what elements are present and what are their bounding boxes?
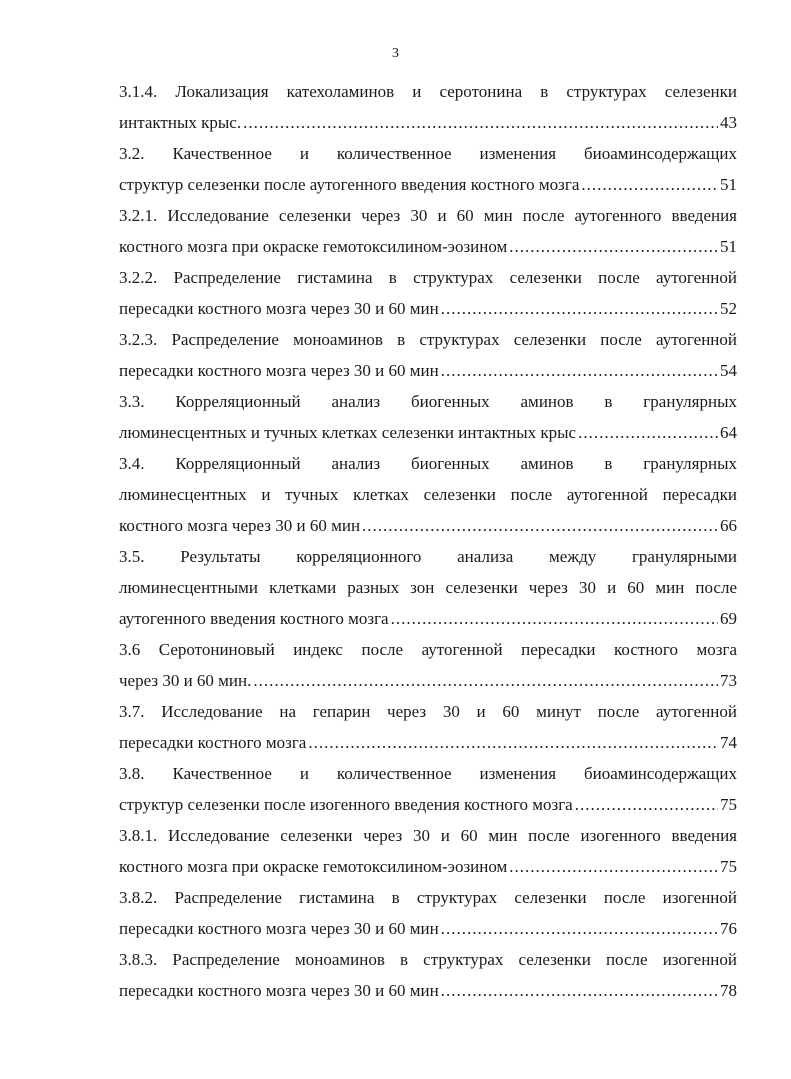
dot-leader (509, 851, 718, 882)
dot-leader (578, 417, 718, 448)
toc-page-number: 73 (720, 671, 737, 690)
toc-entry-text-line: 3.8.2. Распределение гистамина в структурах селезенки после изогенной (119, 888, 737, 907)
toc-entry-last-line (119, 510, 737, 541)
toc-entry-text-line: 3.4. Корреляционный анализ биогенных аминов в гранулярных (119, 454, 737, 473)
toc-entry-title-end: интактных крыс. (119, 113, 242, 132)
toc-entry (119, 448, 737, 541)
toc-page-number: 51 (720, 175, 737, 194)
dot-leader (509, 231, 718, 262)
toc-page-number: 64 (720, 423, 737, 442)
toc-entry-last-line (119, 913, 737, 944)
toc-page-number: 66 (720, 516, 737, 535)
toc-entry-text-line: люминесцентных и тучных клетках селезенки после аутогенной пересадки (119, 485, 737, 504)
toc-entry (119, 200, 737, 262)
toc-page-number: 75 (720, 857, 737, 876)
dot-leader (575, 789, 718, 820)
toc-entry-title-end: костного мозга при окраске гемотоксилином-эозином (119, 237, 508, 256)
toc-entry-text-line: 3.8.1. Исследование селезенки через 30 и 60 мин после изогенного введения (119, 826, 737, 845)
toc-entry (119, 386, 737, 448)
toc-entry-last-line (119, 417, 737, 448)
toc-entry-title-end: пересадки костного мозга через 30 и 60 мин (119, 299, 439, 318)
toc-entry-text-line: 3.7. Исследование на гепарин через 30 и 60 минут после аутогенной (119, 702, 737, 721)
toc-page-number: 54 (720, 361, 737, 380)
toc-entry (119, 944, 737, 1006)
table-of-contents (119, 76, 737, 1006)
toc-page-number: 69 (720, 609, 737, 628)
toc-page-number: 78 (720, 981, 737, 1000)
toc-page-number: 75 (720, 795, 737, 814)
toc-entry (119, 634, 737, 696)
toc-entry-title-end: пересадки костного мозга через 30 и 60 мин (119, 361, 439, 380)
toc-entry-last-line (119, 789, 737, 820)
toc-entry-text-line: 3.2.3. Распределение моноаминов в структурах селезенки после аутогенной (119, 330, 737, 349)
toc-entry-text-line: 3.5. Результаты корреляционного анализа между гранулярными (119, 547, 737, 566)
toc-entry-last-line (119, 355, 737, 386)
toc-entry-last-line (119, 107, 737, 138)
toc-entry-text-line: 3.8.3. Распределение моноаминов в структурах селезенки после изогенной (119, 950, 737, 969)
toc-entry-last-line (119, 665, 737, 696)
toc-entry-title-end: структур селезенки после изогенного введения костного мозга (119, 795, 573, 814)
dot-leader (362, 510, 718, 541)
toc-entry-last-line (119, 851, 737, 882)
dot-leader (391, 603, 718, 634)
dot-leader (441, 293, 718, 324)
toc-page-number: 51 (720, 237, 737, 256)
toc-entry (119, 541, 737, 634)
toc-entry (119, 820, 737, 882)
dot-leader (441, 355, 718, 386)
toc-entry-text-line: 3.3. Корреляционный анализ биогенных аминов в гранулярных (119, 392, 737, 411)
toc-entry-last-line (119, 975, 737, 1006)
page-number: 3 (392, 46, 399, 61)
toc-entry-text-line: 3.2. Качественное и количественное изменения биоаминсодержащих (119, 144, 737, 163)
toc-entry-title-end: аутогенного введения костного мозга (119, 609, 389, 628)
toc-entry-last-line (119, 727, 737, 758)
toc-entry-title-end: костного мозга при окраске гемотоксилином-эозином (119, 857, 508, 876)
toc-page-number: 74 (720, 733, 737, 752)
dot-leader (441, 913, 718, 944)
toc-entry-text-line: 3.8. Качественное и количественное изменения биоаминсодержащих (119, 764, 737, 783)
toc-entry-text-line: 3.6 Серотониновый индекс после аутогенной пересадки костного мозга (119, 640, 737, 659)
dot-leader (253, 665, 718, 696)
toc-entry-title-end: структур селезенки после аутогенного введения костного мозга (119, 175, 580, 194)
toc-entry-title-end: через 30 и 60 мин. (119, 671, 252, 690)
toc-entry-last-line (119, 169, 737, 200)
dot-leader (308, 727, 718, 758)
toc-entry (119, 758, 737, 820)
toc-entry-title-end: пересадки костного мозга через 30 и 60 мин (119, 919, 439, 938)
toc-entry-last-line (119, 231, 737, 262)
toc-entry-title-end: костного мозга через 30 и 60 мин (119, 516, 361, 535)
toc-entry-text-line: 3.1.4. Локализация катехоламинов и серотонина в структурах селезенки (119, 82, 737, 101)
toc-entry-text-line: 3.2.2. Распределение гистамина в структурах селезенки после аутогенной (119, 268, 737, 287)
toc-entry (119, 324, 737, 386)
toc-entry (119, 882, 737, 944)
toc-page-number: 76 (720, 919, 737, 938)
toc-entry-text-line: люминесцентными клетками разных зон селезенки через 30 и 60 мин после (119, 578, 737, 597)
toc-entry-last-line (119, 603, 737, 634)
dot-leader (441, 975, 718, 1006)
toc-entry (119, 138, 737, 200)
toc-entry-text-line: 3.2.1. Исследование селезенки через 30 и 60 мин после аутогенного введения (119, 206, 737, 225)
toc-entry (119, 696, 737, 758)
dot-leader (243, 107, 718, 138)
toc-page-number: 52 (720, 299, 737, 318)
toc-entry (119, 262, 737, 324)
toc-entry-last-line (119, 293, 737, 324)
toc-entry (119, 76, 737, 138)
toc-page-number: 43 (720, 113, 737, 132)
toc-entry-title-end: пересадки костного мозга через 30 и 60 мин (119, 981, 439, 1000)
dot-leader (581, 169, 718, 200)
toc-entry-title-end: пересадки костного мозга (119, 733, 307, 752)
toc-entry-title-end: люминесцентных и тучных клетках селезенки интактных крыс (119, 423, 577, 442)
